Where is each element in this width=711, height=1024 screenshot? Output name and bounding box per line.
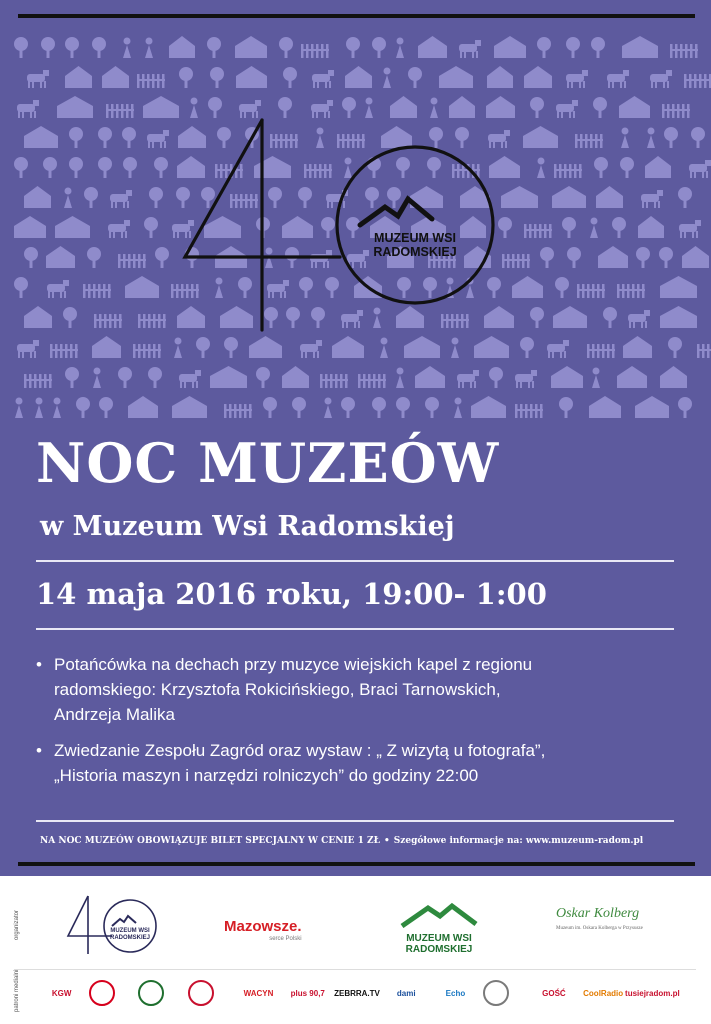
- program-item: [36, 652, 686, 727]
- media-patron-logo: Echo: [445, 988, 466, 998]
- pattern-fence-icon: [697, 344, 711, 358]
- organizer-label: organizator: [14, 909, 20, 940]
- pattern-animal-icon: [459, 40, 481, 58]
- pattern-tree-icon: [98, 157, 112, 178]
- pattern-house-icon: [523, 126, 558, 148]
- pattern-tree-icon: [691, 127, 705, 148]
- pattern-house-icon: [24, 186, 51, 208]
- pattern-house-icon: [645, 156, 671, 178]
- pattern-tree-icon: [99, 397, 113, 418]
- pattern-tree-icon: [14, 37, 28, 58]
- media-patron-logo: [138, 980, 164, 1006]
- pattern-person-icon: [380, 338, 388, 359]
- pattern-fence-icon: [106, 104, 134, 118]
- pattern-tree-icon: [537, 37, 551, 58]
- pattern-house-icon: [622, 36, 658, 58]
- pattern-house-icon: [128, 396, 158, 418]
- pattern-house-icon: [660, 306, 697, 328]
- pattern-tree-icon: [84, 187, 98, 208]
- divider: [36, 820, 674, 822]
- pattern-tree-icon: [612, 217, 626, 238]
- pattern-tree-icon: [63, 307, 77, 328]
- logo-name-line1: MUZEUM WSI: [374, 231, 456, 245]
- pattern-tree-icon: [98, 127, 112, 148]
- pattern-tree-icon: [603, 307, 617, 328]
- pattern-tree-icon: [263, 397, 277, 418]
- media-patron-logo: GOŚĆ: [542, 988, 566, 998]
- sponsors-divider: [14, 969, 696, 970]
- media-patrons: [40, 980, 680, 1010]
- pattern-person-icon: [53, 398, 61, 419]
- pattern-tree-icon: [76, 397, 90, 418]
- pattern-house-icon: [236, 66, 267, 88]
- media-patron-logo: dami: [396, 988, 416, 998]
- program-item: [36, 738, 686, 788]
- pattern-fence-icon: [83, 284, 111, 298]
- pattern-house-icon: [210, 366, 247, 388]
- museum-40-logo: [170, 115, 510, 335]
- program-line: radomskiego: Krzysztofa Rokicińskiego, Braci Tarnowskich,: [54, 680, 501, 699]
- program-line: Potańcówka na dechach przy muzyce wiejskich kapel z regionu: [54, 655, 533, 674]
- pattern-tree-icon: [559, 397, 573, 418]
- website-info: Szegółowe informacje na: www.muzeum-radom.pl: [393, 836, 644, 846]
- pattern-house-icon: [125, 276, 159, 298]
- sponsor-logo-text: RADOMSKIEJ: [109, 935, 151, 941]
- program-list: [36, 652, 686, 799]
- pattern-animal-icon: [689, 160, 711, 178]
- pattern-animal-icon: [607, 70, 629, 88]
- pattern-house-icon: [623, 336, 652, 358]
- pattern-fence-icon: [118, 254, 146, 268]
- pattern-house-icon: [638, 216, 664, 238]
- pattern-person-icon: [590, 218, 598, 239]
- pattern-house-icon: [57, 96, 93, 118]
- pattern-tree-icon: [292, 397, 306, 418]
- pattern-tree-icon: [520, 337, 534, 358]
- muzeum-line1: MUZEUM WSI: [406, 933, 472, 944]
- pattern-animal-icon: [515, 370, 537, 388]
- pattern-animal-icon: [27, 70, 49, 88]
- pattern-house-icon: [474, 336, 509, 358]
- pattern-fence-icon: [670, 44, 698, 58]
- pattern-animal-icon: [179, 370, 201, 388]
- pattern-house-icon: [24, 306, 52, 328]
- pattern-tree-icon: [87, 247, 101, 268]
- program-line: „Historia maszyn i narzędzi rolniczych” do godziny 22:00: [54, 766, 479, 785]
- pattern-tree-icon: [591, 37, 605, 58]
- pattern-house-icon: [46, 246, 75, 268]
- event-subtitle: w Muzeum Wsi Radomskiej: [40, 511, 455, 542]
- pattern-tree-icon: [566, 37, 580, 58]
- pattern-fence-icon: [358, 374, 386, 388]
- pattern-person-icon: [454, 398, 462, 419]
- pattern-fence-icon: [575, 134, 603, 148]
- pattern-person-icon: [621, 128, 629, 149]
- pattern-house-icon: [682, 246, 709, 268]
- pattern-tree-icon: [396, 397, 410, 418]
- pattern-tree-icon: [279, 37, 293, 58]
- pattern-tree-icon: [425, 397, 439, 418]
- pattern-tree-icon: [567, 247, 581, 268]
- pattern-house-icon: [524, 66, 552, 88]
- pattern-house-icon: [471, 396, 506, 418]
- pattern-house-icon: [55, 216, 90, 238]
- pattern-tree-icon: [555, 277, 569, 298]
- divider: [36, 560, 674, 562]
- program-line: Andrzeja Malika: [54, 705, 175, 724]
- pattern-fence-icon: [587, 344, 615, 358]
- muzeum-logo: [398, 902, 480, 958]
- pattern-fence-icon: [320, 374, 348, 388]
- pattern-tree-icon: [678, 397, 692, 418]
- pattern-house-icon: [552, 186, 586, 208]
- pattern-fence-icon: [554, 164, 582, 178]
- mazowsze-name: Mazowsze.: [224, 918, 302, 935]
- pattern-house-icon: [249, 336, 282, 358]
- pattern-animal-icon: [312, 70, 334, 88]
- pattern-fence-icon: [577, 284, 605, 298]
- pattern-fence-icon: [662, 104, 690, 118]
- pattern-person-icon: [451, 338, 459, 359]
- pattern-house-icon: [617, 366, 647, 388]
- pattern-house-icon: [660, 366, 687, 388]
- ticket-info: NA NOC MUZEÓW OBOWIĄZUJE BILET SPECJALNY W CENIE 1 ZŁ: [40, 836, 380, 846]
- pattern-fence-icon: [133, 344, 161, 358]
- pattern-fence-icon: [94, 314, 122, 328]
- top-bar: [18, 14, 695, 18]
- pattern-tree-icon: [408, 67, 422, 88]
- pattern-house-icon: [596, 186, 623, 208]
- pattern-tree-icon: [41, 37, 55, 58]
- pattern-tree-icon: [341, 397, 355, 418]
- pattern-tree-icon: [372, 37, 386, 58]
- pattern-tree-icon: [530, 307, 544, 328]
- pattern-animal-icon: [147, 130, 169, 148]
- pattern-fence-icon: [224, 404, 252, 418]
- event-title: NOC MUZEÓW: [36, 431, 500, 495]
- pattern-tree-icon: [594, 157, 608, 178]
- pattern-house-icon: [65, 66, 92, 88]
- pattern-animal-icon: [17, 340, 39, 358]
- bullet-icon: •: [383, 836, 390, 846]
- pattern-animal-icon: [300, 340, 322, 358]
- pattern-animal-icon: [47, 280, 69, 298]
- pattern-animal-icon: [641, 190, 663, 208]
- organizer-40-logo: [62, 892, 162, 958]
- pattern-house-icon: [494, 36, 526, 58]
- pattern-house-icon: [619, 96, 650, 118]
- pattern-person-icon: [396, 368, 404, 389]
- pattern-animal-icon: [457, 370, 479, 388]
- pattern-house-icon: [660, 276, 697, 298]
- pattern-fence-icon: [138, 314, 166, 328]
- bullet-icon: •: [36, 741, 42, 760]
- pattern-tree-icon: [636, 247, 650, 268]
- pattern-tree-icon: [530, 97, 544, 118]
- pattern-person-icon: [396, 38, 404, 59]
- pattern-person-icon: [647, 128, 655, 149]
- pattern-house-icon: [404, 336, 440, 358]
- pattern-fence-icon: [684, 74, 711, 88]
- pattern-tree-icon: [224, 337, 238, 358]
- pattern-tree-icon: [43, 157, 57, 178]
- pattern-house-icon: [282, 366, 309, 388]
- kolberg-logo: [556, 906, 680, 948]
- pattern-person-icon: [592, 368, 600, 389]
- pattern-tree-icon: [207, 37, 221, 58]
- pattern-tree-icon: [92, 37, 106, 58]
- pattern-fence-icon: [617, 284, 645, 298]
- pattern-house-icon: [418, 36, 447, 58]
- pattern-animal-icon: [628, 310, 650, 328]
- pattern-tree-icon: [593, 97, 607, 118]
- pattern-fence-icon: [301, 44, 329, 58]
- pattern-tree-icon: [256, 367, 270, 388]
- pattern-animal-icon: [679, 220, 701, 238]
- pattern-fence-icon: [515, 404, 543, 418]
- green-roof-icon: [398, 902, 480, 928]
- media-patron-logo: ZEBRRA.TV: [334, 988, 380, 998]
- pattern-tree-icon: [659, 247, 673, 268]
- pattern-house-icon: [172, 396, 207, 418]
- pattern-animal-icon: [556, 100, 578, 118]
- pattern-fence-icon: [24, 374, 52, 388]
- pattern-tree-icon: [14, 277, 28, 298]
- media-patron-logo: KGW: [51, 988, 72, 998]
- pattern-tree-icon: [620, 157, 634, 178]
- pattern-tree-icon: [148, 367, 162, 388]
- event-date: 14 maja 2016 roku, 19:00- 1:00: [36, 577, 547, 611]
- pattern-house-icon: [92, 336, 121, 358]
- pattern-tree-icon: [179, 67, 193, 88]
- kolberg-sub: Muzeum im. Oskara Kolberga w Przysusze: [556, 926, 643, 931]
- media-patron-logo: plus 90,7: [290, 988, 325, 998]
- pattern-fence-icon: [50, 344, 78, 358]
- sponsor-logo-text: MUZEUM WSI: [110, 928, 150, 934]
- pattern-house-icon: [169, 36, 195, 58]
- media-patron-logo: CoolRadio: [583, 988, 624, 998]
- pattern-house-icon: [332, 336, 364, 358]
- logo-name-line2: RADOMSKIEJ: [373, 245, 457, 259]
- pattern-house-icon: [14, 216, 46, 238]
- pattern-person-icon: [35, 398, 43, 419]
- pattern-tree-icon: [24, 247, 38, 268]
- pattern-house-icon: [439, 66, 473, 88]
- pattern-tree-icon: [69, 157, 83, 178]
- pattern-tree-icon: [149, 187, 163, 208]
- pattern-tree-icon: [69, 127, 83, 148]
- media-patron-logo: [188, 980, 214, 1006]
- media-patron-logo: tusiejradom.pl: [625, 988, 680, 998]
- mazowsze-logo: [224, 918, 302, 942]
- pattern-house-icon: [415, 366, 445, 388]
- media-patron-logo: [483, 980, 509, 1006]
- pattern-house-icon: [551, 366, 583, 388]
- pattern-house-icon: [345, 66, 372, 88]
- pattern-tree-icon: [283, 67, 297, 88]
- pattern-person-icon: [123, 38, 131, 59]
- pattern-animal-icon: [566, 70, 588, 88]
- pattern-person-icon: [145, 38, 153, 59]
- pattern-house-icon: [553, 306, 587, 328]
- pattern-tree-icon: [372, 397, 386, 418]
- pattern-animal-icon: [17, 100, 39, 118]
- pattern-tree-icon: [668, 337, 682, 358]
- pattern-tree-icon: [122, 127, 136, 148]
- pattern-tree-icon: [65, 37, 79, 58]
- pattern-tree-icon: [144, 217, 158, 238]
- pattern-tree-icon: [65, 367, 79, 388]
- pattern-animal-icon: [650, 70, 672, 88]
- pattern-person-icon: [64, 188, 72, 209]
- roof-icon: [360, 199, 432, 225]
- pattern-tree-icon: [664, 127, 678, 148]
- pattern-animal-icon: [547, 340, 569, 358]
- pattern-house-icon: [512, 276, 543, 298]
- pattern-house-icon: [598, 246, 628, 268]
- pattern-house-icon: [589, 396, 621, 418]
- pattern-tree-icon: [118, 367, 132, 388]
- pattern-tree-icon: [210, 67, 224, 88]
- media-patron-logo: WACYN: [243, 988, 274, 998]
- pattern-person-icon: [174, 338, 182, 359]
- pattern-house-icon: [24, 126, 58, 148]
- pattern-tree-icon: [196, 337, 210, 358]
- muzeum-line2: RADOMSKIEJ: [405, 944, 473, 955]
- patrons-label: patroni medialni: [14, 969, 20, 1012]
- pattern-person-icon: [537, 158, 545, 179]
- ticket-notice: [40, 836, 680, 846]
- pattern-animal-icon: [110, 190, 132, 208]
- pattern-person-icon: [93, 368, 101, 389]
- kolberg-signature: Oskar Kolberg: [556, 906, 640, 921]
- pattern-house-icon: [235, 36, 267, 58]
- pattern-tree-icon: [154, 157, 168, 178]
- pattern-fence-icon: [137, 74, 165, 88]
- divider: [36, 628, 674, 630]
- pattern-person-icon: [383, 68, 391, 89]
- pattern-animal-icon: [108, 220, 130, 238]
- pattern-tree-icon: [489, 367, 503, 388]
- pattern-house-icon: [635, 396, 669, 418]
- pattern-tree-icon: [540, 247, 554, 268]
- pattern-tree-icon: [123, 157, 137, 178]
- media-patron-logo: [89, 980, 115, 1006]
- pattern-tree-icon: [155, 247, 169, 268]
- pattern-tree-icon: [14, 157, 28, 178]
- roof-icon: [112, 916, 136, 926]
- bullet-icon: •: [36, 655, 42, 674]
- pattern-fence-icon: [524, 224, 552, 238]
- pattern-house-icon: [487, 66, 513, 88]
- mazowsze-tag: serce Polski: [269, 936, 302, 942]
- pattern-tree-icon: [346, 37, 360, 58]
- bottom-bar: [18, 862, 695, 866]
- pattern-tree-icon: [678, 187, 692, 208]
- pattern-person-icon: [324, 398, 332, 419]
- pattern-person-icon: [15, 398, 23, 419]
- program-line: Zwiedzanie Zespołu Zagród oraz wystaw : „ Z wizytą u fotografa”,: [54, 741, 546, 760]
- pattern-tree-icon: [562, 217, 576, 238]
- pattern-house-icon: [102, 66, 129, 88]
